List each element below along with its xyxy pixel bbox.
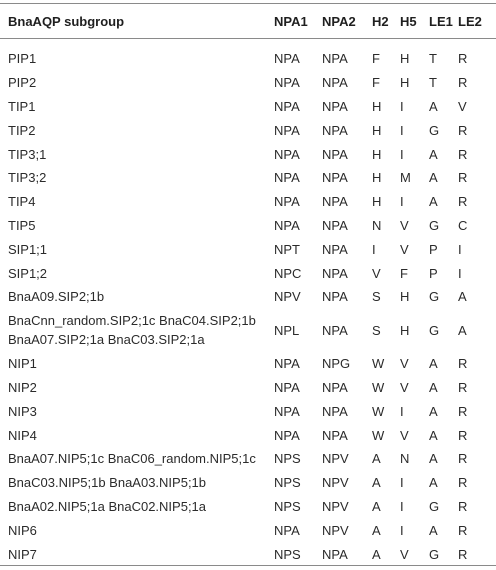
cell-h5: H <box>400 289 410 305</box>
cell-h5: V <box>400 217 409 233</box>
table-row <box>0 542 496 566</box>
table-header <box>0 4 496 38</box>
cell-h2: S <box>372 289 381 305</box>
cell-h5: I <box>400 98 404 114</box>
cell-subgroup: PIP2 <box>8 75 37 91</box>
cell-h2: H <box>372 146 382 162</box>
table-row <box>0 142 496 166</box>
cell-subgroup: NIP6 <box>8 522 37 538</box>
cell-h5: N <box>400 451 410 467</box>
table-row <box>0 47 496 71</box>
cell-h5: I <box>400 403 404 419</box>
table-row <box>0 71 496 95</box>
cell-h2: A <box>372 498 381 514</box>
cell-npa2: NPA <box>322 75 348 91</box>
header-subgroup: BnaAQP subgroup <box>8 13 125 29</box>
cell-npa2: NPA <box>322 427 348 443</box>
cell-h2: W <box>372 427 385 443</box>
cell-le2: R <box>458 403 468 419</box>
cell-npa1: NPA <box>274 427 300 443</box>
cell-subgroup: NIP4 <box>8 427 37 443</box>
cell-le2: I <box>458 241 462 257</box>
header-h5: H5 <box>400 13 417 29</box>
cell-le2: R <box>458 475 468 491</box>
cell-subgroup: TIP2 <box>8 122 36 138</box>
cell-npa1: NPA <box>274 522 300 538</box>
cell-le2: C <box>458 217 468 233</box>
aqp-table <box>0 4 496 566</box>
cell-le1: A <box>429 146 438 162</box>
cell-h2: H <box>372 122 382 138</box>
cell-h5: V <box>400 379 409 395</box>
table-body <box>0 38 496 566</box>
cell-subgroup: TIP3;1 <box>8 146 47 162</box>
cell-npa2: NPA <box>322 51 348 67</box>
cell-subgroup: BnaA02.NIP5;1a BnaC02.NIP5;1a <box>8 498 207 514</box>
cell-npa1: NPT <box>274 241 300 257</box>
cell-subgroup: NIP1 <box>8 356 37 372</box>
cell-h5: I <box>400 498 404 514</box>
cell-subgroup: TIP3;2 <box>8 170 47 186</box>
cell-le1: A <box>429 451 438 467</box>
cell-npa2: NPA <box>322 403 348 419</box>
cell-subgroup: NIP3 <box>8 403 37 419</box>
cell-le1: A <box>429 475 438 491</box>
header-le2: LE2 <box>458 13 482 29</box>
cell-npa1: NPS <box>274 546 301 562</box>
cell-le2: R <box>458 75 468 91</box>
cell-h2: N <box>372 217 382 233</box>
cell-npa1: NPA <box>274 356 300 372</box>
cell-h2: H <box>372 170 382 186</box>
cell-npa2: NPV <box>322 451 349 467</box>
table-row <box>0 261 496 285</box>
cell-npa1: NPA <box>274 170 300 186</box>
cell-le1: A <box>429 427 438 443</box>
cell-le1: G <box>429 322 440 338</box>
cell-le2: A <box>458 322 467 338</box>
cell-npa2: NPV <box>322 522 349 538</box>
cell-subgroup: TIP4 <box>8 194 36 210</box>
cell-h5: V <box>400 546 409 562</box>
table-row <box>0 423 496 447</box>
cell-npa2: NPG <box>322 356 351 372</box>
cell-npa2: NPA <box>322 122 348 138</box>
cell-subgroup: TIP1 <box>8 98 36 114</box>
cell-npa2: NPA <box>322 265 348 281</box>
cell-le1: G <box>429 498 440 514</box>
cell-npa2: NPA <box>322 546 348 562</box>
table-row <box>0 118 496 142</box>
cell-h2: W <box>372 379 385 395</box>
cell-le2: R <box>458 122 468 138</box>
cell-h5: H <box>400 75 410 91</box>
table-row <box>0 471 496 495</box>
cell-npa2: NPV <box>322 475 349 491</box>
cell-h5: H <box>400 322 410 338</box>
cell-subgroup: PIP1 <box>8 51 37 67</box>
cell-npa1: NPS <box>274 475 301 491</box>
cell-npa1: NPA <box>274 194 300 210</box>
cell-npa1: NPA <box>274 51 300 67</box>
cell-h2: A <box>372 475 381 491</box>
table-row <box>0 285 496 309</box>
cell-le2: R <box>458 194 468 210</box>
cell-npa2: NPA <box>322 98 348 114</box>
cell-npa1: NPA <box>274 146 300 162</box>
cell-le2: R <box>458 451 468 467</box>
cell-npa1: NPA <box>274 122 300 138</box>
cell-le1: G <box>429 289 440 305</box>
table-row <box>0 376 496 400</box>
cell-le1: A <box>429 170 438 186</box>
table-row <box>0 495 496 519</box>
cell-le2: R <box>458 427 468 443</box>
cell-subgroup: BnaA09.SIP2;1b <box>8 289 105 305</box>
cell-npa2: NPA <box>322 146 348 162</box>
cell-le1: G <box>429 217 440 233</box>
cell-le1: P <box>429 241 438 257</box>
cell-npa2: NPA <box>322 217 348 233</box>
table-row <box>0 399 496 423</box>
table-row <box>0 190 496 214</box>
cell-npa1: NPA <box>274 75 300 91</box>
cell-le2: R <box>458 146 468 162</box>
header-npa2: NPA2 <box>322 13 356 29</box>
cell-subgroup: NIP7 <box>8 546 37 562</box>
table-row <box>0 518 496 542</box>
cell-npa2: NPA <box>322 322 348 338</box>
header-row <box>0 4 496 38</box>
cell-subgroup: SIP1;2 <box>8 265 48 281</box>
cell-le2: R <box>458 522 468 538</box>
cell-h5: I <box>400 522 404 538</box>
cell-h5: M <box>400 170 411 186</box>
cell-npa1: NPA <box>274 98 300 114</box>
cell-h2: S <box>372 322 381 338</box>
cell-npa2: NPA <box>322 241 348 257</box>
cell-le1: A <box>429 379 438 395</box>
cell-h2: F <box>372 51 380 67</box>
cell-npa2: NPA <box>322 194 348 210</box>
table-row <box>0 447 496 471</box>
cell-le1: G <box>429 122 440 138</box>
cell-npa1: NPS <box>274 451 301 467</box>
cell-le1: A <box>429 403 438 419</box>
cell-le1: G <box>429 546 440 562</box>
spacer-row <box>0 38 496 47</box>
cell-h5: V <box>400 241 409 257</box>
cell-h2: H <box>372 194 382 210</box>
cell-subgroup: SIP1;1 <box>8 241 48 257</box>
cell-le2: A <box>458 289 467 305</box>
header-npa1: NPA1 <box>274 13 308 29</box>
cell-h5: F <box>400 265 408 281</box>
cell-le2: R <box>458 356 468 372</box>
cell-le2: R <box>458 546 468 562</box>
cell-le2: I <box>458 265 462 281</box>
cell-h5: H <box>400 51 410 67</box>
cell-h5: I <box>400 146 404 162</box>
cell-h2: W <box>372 403 385 419</box>
spacer-cell <box>0 38 496 47</box>
cell-npa1: NPA <box>274 403 300 419</box>
cell-npa1: NPS <box>274 498 301 514</box>
cell-h2: A <box>372 546 381 562</box>
table-row <box>0 309 496 352</box>
cell-subgroup: BnaA07.NIP5;1c BnaC06_random.NIP5;1c <box>8 451 256 467</box>
cell-le1: A <box>429 356 438 372</box>
cell-npa2: NPV <box>322 498 349 514</box>
cell-subgroup: BnaC03.NIP5;1b BnaA03.NIP5;1b <box>8 475 207 491</box>
cell-le2: R <box>458 170 468 186</box>
table-row <box>0 352 496 376</box>
cell-h2: V <box>372 265 381 281</box>
cell-h2: A <box>372 522 381 538</box>
cell-le1: A <box>429 194 438 210</box>
cell-le1: T <box>429 51 437 67</box>
cell-h5: I <box>400 475 404 491</box>
cell-le2: R <box>458 379 468 395</box>
cell-le1: T <box>429 75 437 91</box>
cell-h2: F <box>372 75 380 91</box>
header-h2: H2 <box>372 13 389 29</box>
cell-h5: I <box>400 122 404 138</box>
cell-h2: A <box>372 451 381 467</box>
cell-subgroup: NIP2 <box>8 379 37 395</box>
table-row <box>0 237 496 261</box>
cell-npa2: NPA <box>322 289 348 305</box>
cell-npa2: NPA <box>322 170 348 186</box>
table-row <box>0 214 496 238</box>
table-row <box>0 166 496 190</box>
cell-subgroup: TIP5 <box>8 217 36 233</box>
cell-le2: R <box>458 51 468 67</box>
cell-h2: H <box>372 98 382 114</box>
cell-h5: V <box>400 356 409 372</box>
cell-npa2: NPA <box>322 379 348 395</box>
cell-le2: R <box>458 498 468 514</box>
cell-h5: I <box>400 194 404 210</box>
cell-npa1: NPA <box>274 217 300 233</box>
cell-le1: A <box>429 522 438 538</box>
cell-le1: A <box>429 98 438 114</box>
cell-npa1: NPA <box>274 379 300 395</box>
cell-h2: W <box>372 356 385 372</box>
cell-h2: I <box>372 241 376 257</box>
cell-npa1: NPL <box>274 322 300 338</box>
cell-le2: V <box>458 98 467 114</box>
cell-le1: P <box>429 265 438 281</box>
header-le1: LE1 <box>429 13 453 29</box>
cell-subgroup: BnaCnn_random.SIP2;1c BnaC04.SIP2;1b BnaA07.SIP2;1a BnaC03.SIP2;1a <box>8 313 256 348</box>
cell-h5: V <box>400 427 409 443</box>
cell-npa1: NPV <box>274 289 301 305</box>
table-row <box>0 95 496 119</box>
cell-npa1: NPC <box>274 265 302 281</box>
